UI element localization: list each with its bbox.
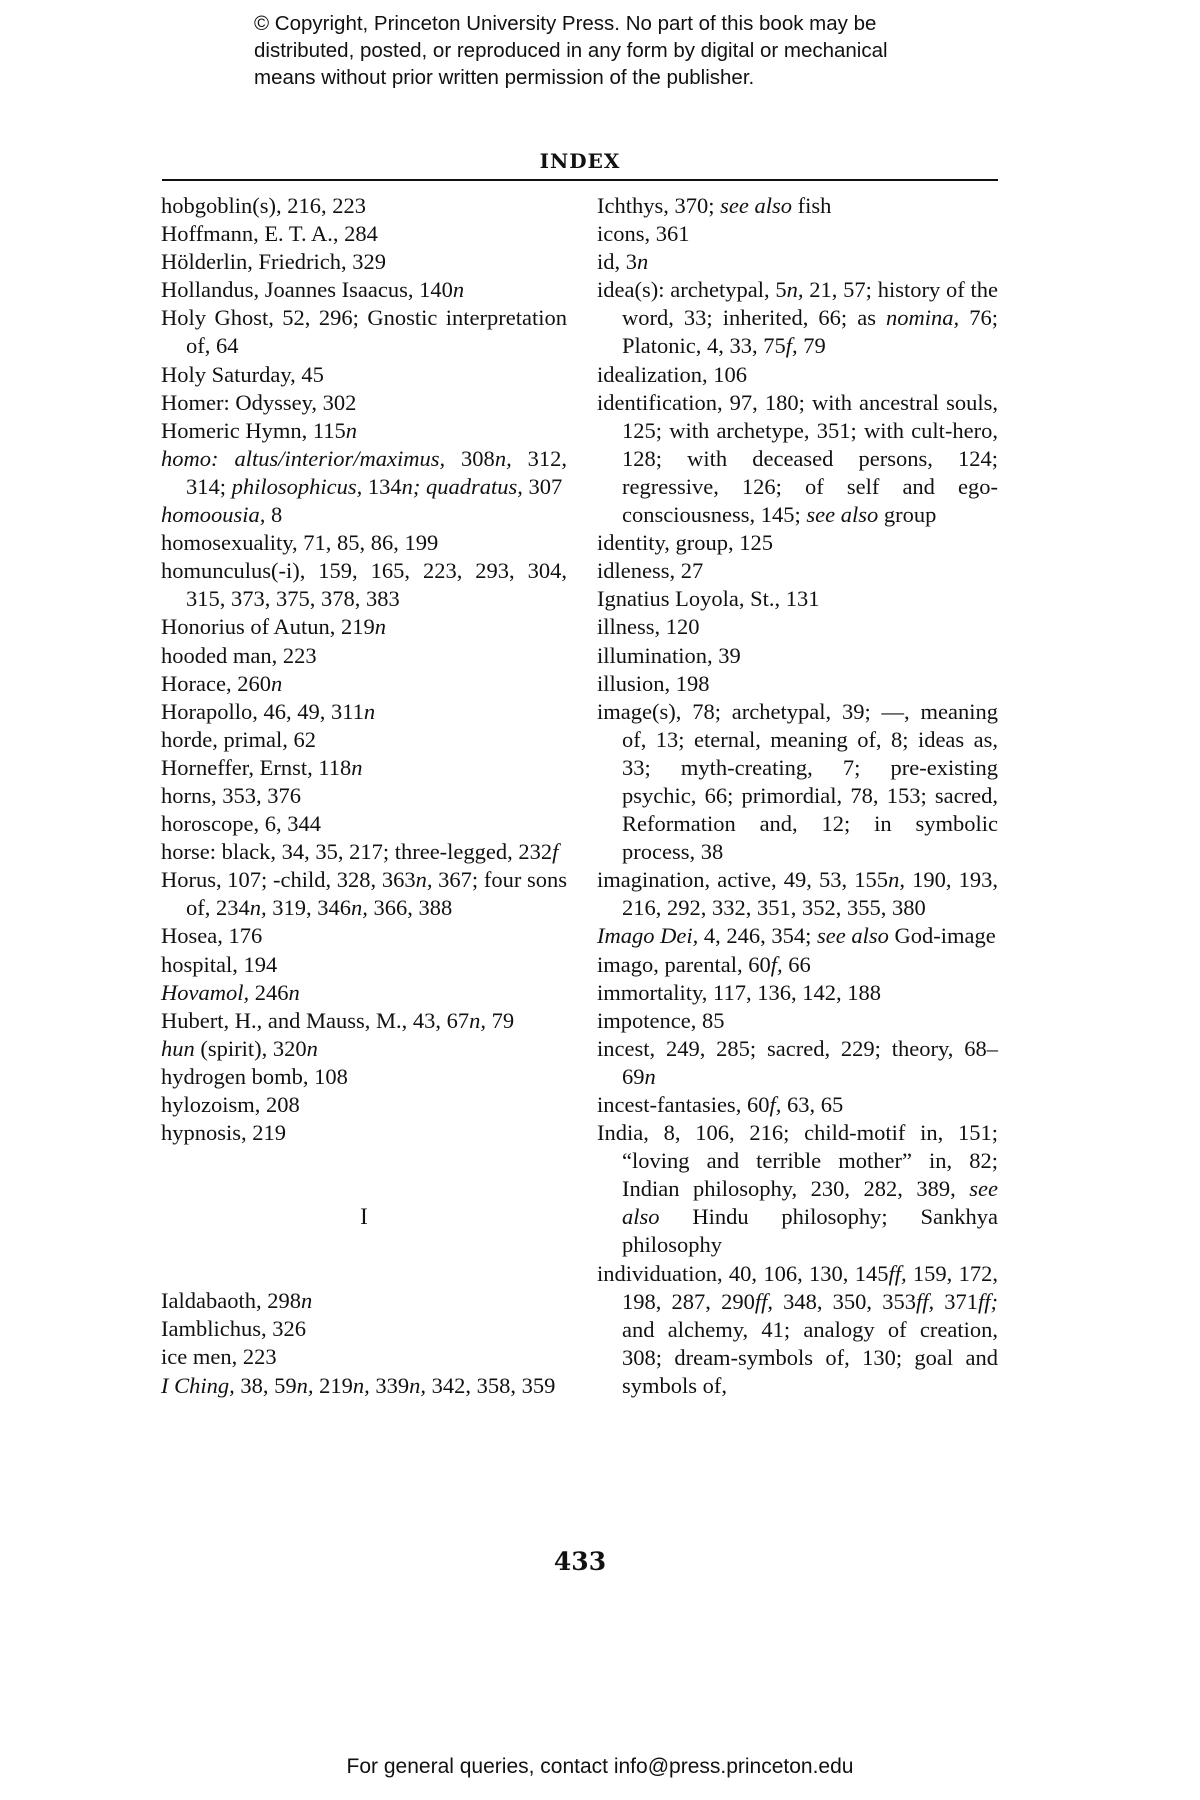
index-entry bbox=[161, 417, 567, 445]
index-entries-h bbox=[161, 192, 567, 1147]
entry-text: horde, primal, 62 bbox=[161, 726, 316, 752]
index-entry bbox=[597, 670, 998, 698]
entry-italic-text: n, bbox=[494, 445, 512, 471]
entry-italic-text: I Ching, bbox=[161, 1372, 235, 1398]
entry-text: Horace, 260 bbox=[161, 670, 271, 696]
index-entry bbox=[161, 754, 567, 782]
index-entries-i bbox=[161, 1287, 567, 1399]
entry-italic-text: ff, bbox=[888, 1260, 907, 1286]
entry-text: 159, 172, 198, 287, 290 bbox=[622, 1260, 998, 1314]
entry-text: horns, 353, 376 bbox=[161, 782, 301, 808]
footer-contact: For general queries, contact info@press.princeton.edu bbox=[346, 1755, 854, 1778]
entry-text: impotence, 85 bbox=[597, 1007, 725, 1033]
entry-text: Hollandus, Joannes Isaacus, 140 bbox=[161, 277, 453, 303]
entry-text: 134 bbox=[362, 473, 402, 499]
entry-italic-text: f, bbox=[770, 951, 783, 977]
index-entry bbox=[597, 529, 998, 557]
entry-text: imago, parental, 60 bbox=[597, 951, 771, 977]
index-entry bbox=[161, 1091, 567, 1119]
entry-text: Ichthys, 370; bbox=[597, 193, 721, 218]
entry-italic-text: n bbox=[363, 698, 376, 724]
entry-italic-text: ff; bbox=[978, 1288, 999, 1314]
entry-text: 342, 358, 359 bbox=[426, 1372, 556, 1398]
entry-text: Holy Ghost, 52, 296; Gnostic interpretation of, 64 bbox=[161, 305, 567, 359]
entry-text: icons, 361 bbox=[597, 221, 690, 247]
index-entry bbox=[161, 529, 567, 557]
entry-text: 63, 65 bbox=[781, 1092, 844, 1117]
index-entry bbox=[161, 1287, 567, 1315]
index-entry bbox=[161, 1372, 567, 1400]
entry-italic-text: n, bbox=[888, 867, 905, 893]
index-column-left bbox=[161, 192, 567, 1400]
entry-text: identification, 97, 180; with ancestral souls, 125; with archetype, 351; with cult-hero, 128; with deceased persons, 124; regressive, 126; of self and ego-consciousness, 145; bbox=[597, 389, 998, 528]
entry-text: 76; Platonic, 4, 33, 75 bbox=[622, 305, 998, 359]
page-title: INDEX bbox=[539, 149, 621, 173]
entry-text: 367; four sons of, 234 bbox=[186, 867, 568, 921]
index-entry bbox=[161, 557, 567, 613]
entry-text: 366, 388 bbox=[367, 895, 453, 921]
index-entry bbox=[597, 1260, 998, 1400]
index-entry bbox=[161, 248, 567, 276]
entry-text: idea(s): archetypal, 5 bbox=[597, 277, 787, 303]
index-entry bbox=[597, 866, 998, 922]
copyright-line: © Copyright, Princeton University Press. No part of this book may be bbox=[254, 12, 877, 35]
index-column-right bbox=[597, 192, 998, 1400]
index-entry bbox=[597, 1035, 998, 1091]
entry-italic-text: n bbox=[351, 754, 363, 780]
index-entry bbox=[161, 838, 567, 866]
header-rule bbox=[162, 179, 998, 181]
entry-italic-text: Hovamol, bbox=[161, 979, 250, 1005]
entry-italic-text: n bbox=[644, 1063, 656, 1089]
entry-text: 246 bbox=[249, 979, 289, 1005]
entry-text: hospital, 194 bbox=[161, 951, 278, 977]
copyright-line: means without prior written permission of the publisher. bbox=[254, 66, 755, 89]
entry-italic-text: nomina, bbox=[886, 305, 960, 331]
index-entry bbox=[161, 1063, 567, 1091]
entry-italic-text: n bbox=[374, 614, 386, 640]
index-entry bbox=[161, 1035, 567, 1063]
entry-italic-text: n bbox=[637, 249, 649, 275]
index-entry bbox=[161, 192, 567, 220]
entry-text: illusion, 198 bbox=[597, 670, 710, 696]
index-entry bbox=[161, 501, 567, 529]
index-entry bbox=[597, 276, 998, 360]
index-entry bbox=[597, 220, 998, 248]
entry-text: 348, 350, 353 bbox=[772, 1288, 916, 1314]
index-entry bbox=[597, 1007, 998, 1035]
index-entry bbox=[161, 1343, 567, 1371]
entry-text: idealization, 106 bbox=[597, 361, 747, 387]
index-entry bbox=[597, 248, 998, 276]
entry-text: hypnosis, 219 bbox=[161, 1120, 287, 1146]
entry-text: idleness, 27 bbox=[597, 558, 704, 584]
index-entry bbox=[161, 389, 567, 417]
index-entry bbox=[161, 979, 567, 1007]
entry-text: incest, 249, 285; sacred, 229; theory, 68–69 bbox=[597, 1035, 998, 1089]
index-entry bbox=[161, 613, 567, 641]
entry-text: individuation, 40, 106, 130, 145 bbox=[597, 1260, 889, 1286]
entry-italic-text: quadratus, bbox=[426, 473, 523, 499]
entry-text: group bbox=[878, 502, 937, 528]
entry-italic-text: see also bbox=[622, 1176, 998, 1230]
index-entry bbox=[597, 1119, 998, 1259]
entry-text: Hölderlin, Friedrich, 329 bbox=[161, 249, 386, 275]
entry-text: ice men, 223 bbox=[161, 1344, 277, 1370]
entry-text: hylozoism, 208 bbox=[161, 1092, 300, 1117]
entry-text: 79 bbox=[797, 333, 826, 359]
entry-text: fish bbox=[792, 193, 832, 218]
entry-italic-text: hun bbox=[161, 1035, 195, 1061]
entry-text: hobgoblin(s), 216, 223 bbox=[161, 193, 366, 218]
index-entry bbox=[597, 192, 998, 220]
entry-text: hydrogen bomb, 108 bbox=[161, 1063, 348, 1089]
entry-italic-text: n bbox=[300, 1288, 313, 1314]
entry-text: Honorius of Autun, 219 bbox=[161, 614, 375, 640]
index-entry bbox=[161, 1007, 567, 1035]
entry-italic-text: n bbox=[345, 417, 358, 443]
entry-text: Ignatius Loyola, St., 131 bbox=[597, 586, 820, 612]
entry-text: 8 bbox=[265, 502, 283, 528]
entry-text: illness, 120 bbox=[597, 614, 700, 640]
index-entry bbox=[597, 389, 998, 529]
index-entry bbox=[597, 613, 998, 641]
entry-text: 219 bbox=[313, 1372, 353, 1398]
index-entry bbox=[161, 642, 567, 670]
index-entry bbox=[597, 642, 998, 670]
entry-text: illumination, 39 bbox=[597, 642, 741, 668]
index-entry bbox=[597, 698, 998, 867]
index-entry bbox=[597, 951, 998, 979]
entry-italic-text: n, bbox=[249, 895, 267, 921]
entry-italic-text: ff, bbox=[915, 1288, 935, 1314]
index-entry bbox=[597, 979, 998, 1007]
index-entry bbox=[161, 698, 567, 726]
entry-text: 79 bbox=[485, 1007, 515, 1033]
entry-italic-text: n, bbox=[409, 1372, 427, 1398]
entry-text: Hubert, H., and Mauss, M., 43, 67 bbox=[161, 1007, 470, 1033]
entry-text: 4, 246, 354; bbox=[698, 923, 817, 949]
entry-italic-text: see also bbox=[817, 923, 889, 949]
entry-italic-text: n; bbox=[401, 473, 421, 499]
entry-italic-text: homoousia, bbox=[161, 502, 266, 528]
index-entry bbox=[161, 1315, 567, 1343]
entry-text: Hindu philosophy; Sankhya philosophy bbox=[622, 1204, 998, 1258]
index-entry bbox=[161, 726, 567, 754]
entry-text: Homer: Odyssey, 302 bbox=[161, 389, 357, 415]
entry-italic-text: f, bbox=[769, 1092, 782, 1117]
index-entries-i-continued bbox=[597, 192, 998, 1400]
entry-italic-text: n, bbox=[469, 1007, 486, 1033]
entry-text: 371 bbox=[934, 1288, 979, 1314]
entry-text: homunculus(-i), 159, 165, 223, 293, 304, 315, 373, 375, 378, 383 bbox=[161, 558, 567, 612]
entry-text: 190, 193, 216, 292, 332, 351, 352, 355, 380 bbox=[622, 867, 998, 921]
entry-italic-text: n, bbox=[786, 277, 804, 303]
entry-text: hooded man, 223 bbox=[161, 642, 317, 668]
entry-italic-text: ff, bbox=[754, 1288, 773, 1314]
entry-text: Holy Saturday, 45 bbox=[161, 361, 324, 387]
entry-text: Hosea, 176 bbox=[161, 923, 263, 949]
index-entry bbox=[161, 951, 567, 979]
entry-text: imagination, active, 49, 53, 155 bbox=[597, 867, 889, 893]
index-entry bbox=[161, 361, 567, 389]
entry-text: 66 bbox=[782, 951, 811, 977]
entry-text: identity, group, 125 bbox=[597, 530, 774, 556]
index-entry bbox=[161, 866, 567, 922]
entry-text: and alchemy, 41; analogy of creation, 308; dream-symbols of, 130; goal and symbols of, bbox=[622, 1316, 998, 1398]
entry-text: immortality, 117, 136, 142, 188 bbox=[597, 979, 881, 1005]
entry-italic-text: n bbox=[288, 979, 300, 1005]
entry-text: 308 bbox=[445, 445, 495, 471]
entry-italic-text: n bbox=[452, 277, 465, 303]
index-entry bbox=[161, 304, 567, 360]
entry-text: horoscope, 6, 344 bbox=[161, 811, 321, 837]
index-entry bbox=[161, 220, 567, 248]
entry-italic-text: homo: altus/interior/maximus, bbox=[161, 445, 446, 471]
copyright-notice bbox=[254, 10, 1014, 91]
entry-text: God-image bbox=[888, 923, 996, 949]
index-entry bbox=[597, 361, 998, 389]
entry-italic-text: n bbox=[270, 670, 283, 696]
entry-text: Hoffmann, E. T. A., 284 bbox=[161, 221, 378, 247]
entry-text: 21, 57; history of the word, 33; inherited, 66; as bbox=[622, 277, 998, 331]
entry-text: Homeric Hymn, 115 bbox=[161, 417, 346, 443]
entry-italic-text: n bbox=[306, 1035, 318, 1061]
entry-text: 312, 314; bbox=[186, 445, 568, 499]
index-entry bbox=[597, 922, 998, 950]
entry-text: 38, 59 bbox=[234, 1372, 297, 1398]
index-entry bbox=[161, 276, 567, 304]
index-entry bbox=[161, 445, 567, 501]
entry-italic-text: n, bbox=[351, 895, 368, 921]
index-entry bbox=[161, 782, 567, 810]
index-entry bbox=[161, 1119, 567, 1147]
entry-italic-text: see also bbox=[720, 193, 792, 218]
entry-italic-text: philosophicus, bbox=[231, 473, 363, 499]
entry-text: 307 bbox=[522, 473, 563, 499]
entry-italic-text: f, bbox=[785, 333, 798, 359]
entry-text: Horus, 107; -child, 328, 363 bbox=[161, 867, 416, 893]
entry-text: Horapollo, 46, 49, 311 bbox=[161, 698, 364, 724]
entry-text: Ialdabaoth, 298 bbox=[161, 1288, 301, 1314]
entry-text: India, 8, 106, 216; child-motif in, 151; “loving and terrible mother” in, 82; Indian philosophy, 230, 282, 389, bbox=[597, 1120, 998, 1202]
entry-text: 319, 346 bbox=[266, 895, 351, 921]
entry-text: 339 bbox=[369, 1372, 410, 1398]
entry-text: homosexuality, 71, 85, 86, 199 bbox=[161, 530, 439, 556]
entry-text: (spirit), 320 bbox=[194, 1035, 307, 1061]
entry-italic-text: see also bbox=[806, 502, 879, 528]
entry-text: horse: black, 34, 35, 217; three-legged, 232 bbox=[161, 839, 553, 865]
entry-italic-text: n, bbox=[296, 1372, 314, 1398]
copyright-line: distributed, posted, or reproduced in any form by digital or mechanical bbox=[254, 39, 888, 62]
entry-text: Horneffer, Ernst, 118 bbox=[161, 754, 352, 780]
entry-italic-text: n, bbox=[415, 867, 433, 893]
entry-text: image(s), 78; archetypal, 39; —, meaning of, 13; eternal, meaning of, 8; ideas as, 33; myth-creating, 7; pre-existing psychic, 66; primordial, 78, 153; sacred, Reformation and, 12; in symbolic process, 38 bbox=[597, 698, 998, 865]
index-entry bbox=[161, 670, 567, 698]
entry-italic-text: f bbox=[552, 839, 559, 865]
index-entry bbox=[597, 1091, 998, 1119]
entry-italic-text: Imago Dei, bbox=[597, 923, 699, 949]
entry-text: id, 3 bbox=[597, 249, 638, 275]
page-number: 433 bbox=[553, 1547, 607, 1576]
entry-text: Iamblichus, 326 bbox=[161, 1316, 306, 1342]
entry-text: incest-fantasies, 60 bbox=[597, 1092, 770, 1117]
index-entry bbox=[161, 810, 567, 838]
section-heading: I bbox=[360, 1204, 368, 1230]
entry-italic-text: n, bbox=[352, 1372, 370, 1398]
index-entry bbox=[597, 557, 998, 585]
index-entry bbox=[597, 585, 998, 613]
index-entry bbox=[161, 922, 567, 950]
